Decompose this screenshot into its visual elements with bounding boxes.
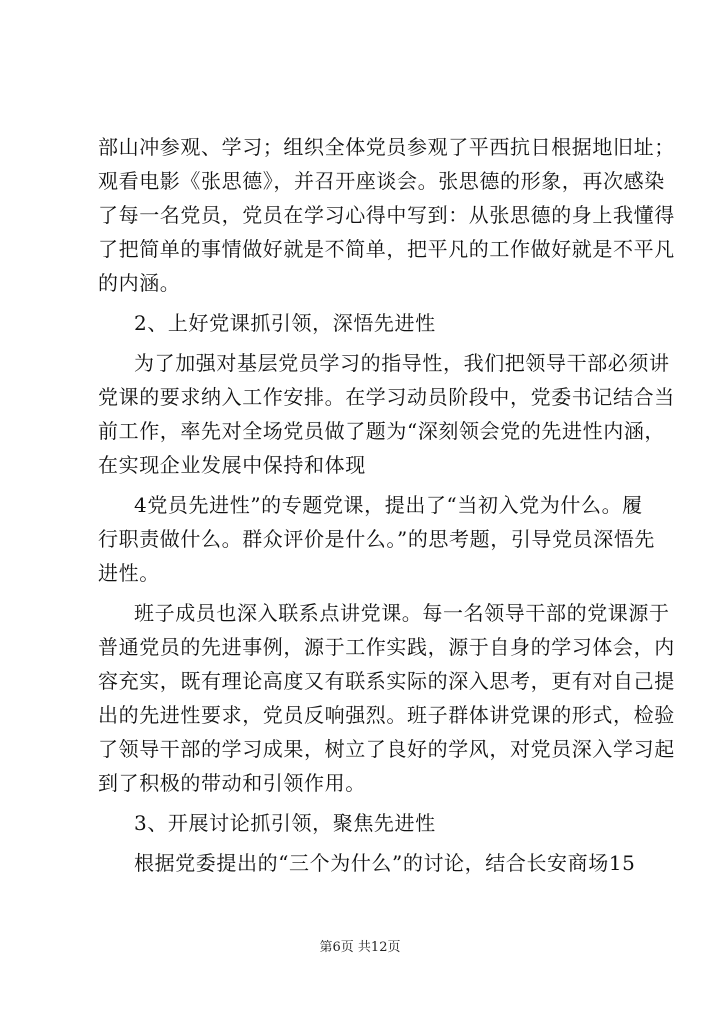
text-line: 党课的要求纳入工作安排。在学习动员阶段中，党委书记结合当 [98, 385, 675, 409]
text-line: 的内涵。 [98, 271, 181, 295]
text-line: 根据党委提出的“三个为什么”的讨论，结合长安商场15 [134, 851, 636, 875]
heading-line: 3、开展讨论抓引领，聚焦先进性 [134, 811, 436, 835]
text-line: 行职责做什么。群众评价是什么。”的思考题，引导党员深悟先 [98, 527, 656, 551]
document-body [98, 130, 675, 880]
text-line: 到了积极的带动和引领作用。 [98, 771, 366, 795]
text-line: 容充实，既有理论高度又有联系实际的深入思考，更有对自己提 [98, 669, 675, 693]
text-line: 了每一名党员，党员在学习心得中写到：从张思德的身上我懂得 [98, 203, 675, 227]
text-line: 普通党员的先进事例，源于工作实践，源于自身的学习体会，内 [98, 635, 675, 659]
paragraph [98, 488, 656, 590]
text-line: 为了加强对基层党员学习的指导性，我们把领导干部必须讲 [134, 351, 670, 375]
paragraph-continuation [98, 130, 675, 300]
page-number-label: 第6页 共12页 [319, 940, 401, 955]
text-line: 观看电影《张思德》，并召开座谈会。张思德的形象，再次感染 [98, 169, 665, 193]
text-line: 班子成员也深入联系点讲党课。每一名领导干部的党课源于 [134, 601, 670, 625]
text-line: 出的先进性要求，党员反响强烈。班子群体讲党课的形式，检验 [98, 703, 675, 727]
text-line: 前工作，率先对全场党员做了题为“深刻领会党的先进性内涵， [98, 419, 666, 443]
text-line: 了领导干部的学习成果，树立了良好的学风，对党员深入学习起 [98, 737, 675, 761]
text-line: 部山冲参观、学习；组织全体党员参观了平西抗日根据地旧址； [98, 135, 675, 159]
text-line: 了把简单的事情做好就是不简单，把平凡的工作做好就是不平凡 [98, 237, 675, 261]
page-footer [0, 938, 720, 958]
heading-line: 2、上好党课抓引领，深悟先进性 [134, 311, 436, 335]
text-line: 在实现企业发展中保持和体现 [98, 453, 366, 477]
paragraph [98, 846, 638, 880]
paragraph [98, 346, 675, 482]
paragraph [98, 596, 675, 800]
text-line: 4党员先进性”的专题党课，提出了“当初入党为什么。履 [134, 493, 643, 517]
section-heading [98, 306, 638, 340]
section-heading [98, 806, 638, 840]
text-line: 进性。 [98, 561, 160, 585]
